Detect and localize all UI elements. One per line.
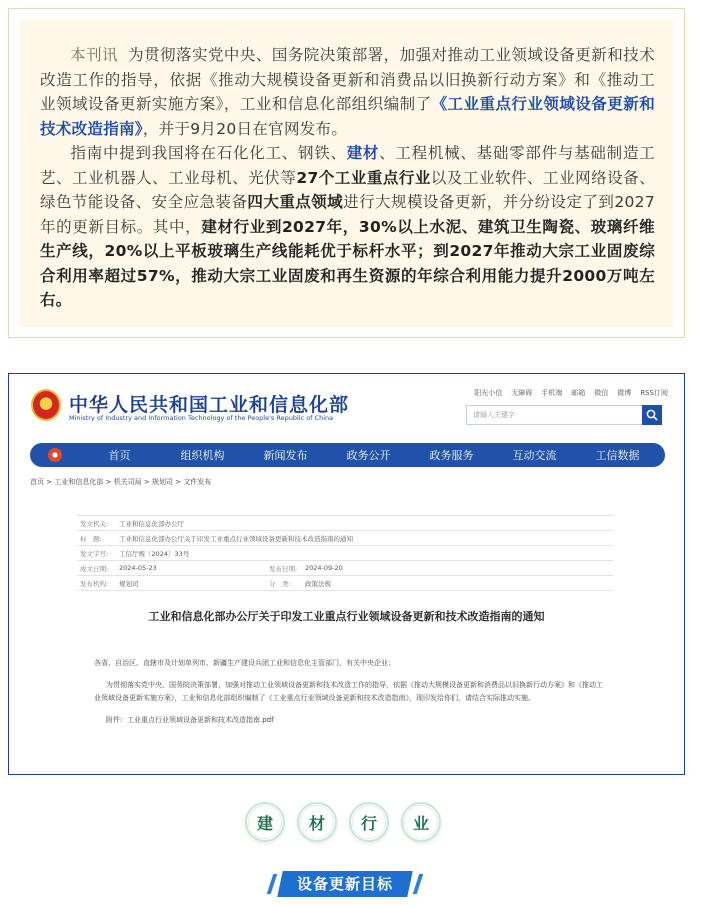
badge-label: 材 [300,805,334,839]
meta-row-dates [77,561,613,576]
search-button[interactable] [642,405,662,425]
p2-text-d: 进行大规模设备更新，并分纷设定了到2027年的更新目标。其中， [40,193,656,236]
attachment-link[interactable]: 附件：工业重点行业领域设备更新和技术改造指南.pdf [106,716,274,724]
util-link[interactable]: 微博 [617,389,632,397]
article-body [20,19,673,327]
search-icon [646,409,658,421]
util-link[interactable]: 手机端 [541,389,563,397]
notice-body [94,657,606,736]
p2-text-a: 指南中提到我国将在石化化工、钢铁、 [70,144,347,162]
nav-public-affairs[interactable]: 政务公开 [346,449,391,462]
util-link[interactable]: 微信 [594,389,609,397]
ministry-screenshot [8,373,685,775]
meta-value: 工信厅规〔2024〕33号 [119,549,190,558]
nav-news[interactable]: 新闻发布 [263,449,308,462]
p2-bold-fields: 四大重点领域 [247,193,344,211]
meta-key: 发文机关: [80,519,109,528]
article-paragraph-1 [40,43,655,141]
nav-data[interactable]: 工信数据 [595,449,640,462]
meta-key: 发布日期: [269,564,298,573]
badge-char [401,802,441,842]
meta-key: 发布机构: [80,579,109,588]
badge-char [349,802,389,842]
p1-text-b: ，并于9月20日在官网发布。 [142,119,348,138]
meta-value: 2024-09-20 [305,564,343,572]
badge-label: 建 [248,805,282,839]
nav-organization[interactable]: 组织机构 [180,449,225,462]
nav-services[interactable]: 政务服务 [429,449,474,462]
badge-char [245,802,285,842]
meta-key: 标 题: [80,534,102,543]
site-title[interactable]: 中华人民共和国工业和信息化部 [69,394,350,416]
article-lead: 本刊讯 [70,46,119,64]
notice-paragraph [94,679,606,705]
notice-attachment-line [94,714,606,727]
util-link[interactable]: RSS订阅 [640,389,668,397]
util-link[interactable]: 邮箱 [571,389,586,397]
decor-slash [413,874,423,894]
p2-bold-targets: 建材行业到2027年，30%以上水泥、建筑卫生陶瓷、玻璃纤维生产线，20%以上平板玻璃生产线能耗优于标杆水平；到2027年推动大宗工业固废综合利用率超过57%，推动大宗工业固废和再生资源的年综合利用能力提升2000万吨左右。 [40,217,655,309]
meta-value: 工业和信息化部办公厅关于印发工业重点行业领域设备更新和技术改造指南的通知 [119,534,353,543]
meta-key: 分 类: [269,579,291,588]
national-emblem-icon [31,389,61,421]
notice-text: 为贯彻落实党中央、国务院决策部署，加强对推动工业领域设备更新和技术改造工作的指导，依据《推动大规模设备更新和消费品以旧换新行动方案》和《推动工业领域设备更新实施方案》，工业和信息化部组织编制了《工业重点行业领域设备更新和技术改造指南》，现印发给你们，请结合实际推动实施。 [94,681,603,702]
meta-row-org [77,576,613,591]
badge-label: 业 [404,805,438,839]
util-link[interactable]: 阳光小信 [474,389,503,397]
meta-key: 发文字号: [80,549,109,558]
site-header [9,374,684,436]
p2-bold-27: 27个工业重点行业 [296,168,431,187]
search-input[interactable]: 请输入关键字 [466,405,662,425]
util-link[interactable]: 无障碍 [511,389,533,397]
utility-links [474,388,668,398]
meta-value: 工业和信息化部办公厅 [119,519,184,528]
breadcrumb[interactable]: 首页 > 工业和信息化部 > 机关司局 > 规划司 > 文件发布 [30,478,212,486]
p1-text-a: 为贯彻落实党中央、国务院决策部署，加强对推动工业领域设备更新和技术改造工作的指导，依据《推动大规模设备更新和消费品以旧换新行动方案》和《推动工业领域设备更新实施方案》，工业和信息化部组织编制了 [40,46,655,113]
meta-row-issuer [77,516,613,531]
meta-row-docno [77,546,613,561]
meta-value: 2024-05-23 [119,564,157,572]
meta-value: 规划司 [119,579,139,588]
badge-label: 行 [352,805,386,839]
article-paragraph-2 [40,141,655,313]
meta-value: 政策法规 [305,579,331,588]
notice-greeting: 各省、自治区、直辖市及计划单列市、新疆生产建设兵团工业和信息化主管部门，有关中央企业： [94,659,395,667]
badge-char [297,802,337,842]
guide-link[interactable]: 《工业重点行业领域设备更新和技术改造指南》 [40,95,655,138]
notice-title: 工业和信息化部办公厅关于印发工业重点行业领域设备更新和技术改造指南的通知 [148,610,545,623]
site-subtitle: Ministry of Industry and Information Technology of the People's Republic of China [69,414,334,422]
nav-interaction[interactable]: 互动交流 [512,449,557,462]
article-card [8,8,685,338]
site-logo-icon [48,448,62,462]
nav-home[interactable]: 首页 [108,449,131,462]
industry-badges [245,802,441,842]
section-label: 设备更新目标 [296,875,393,893]
p2-text-b: 、工程机械、基础零部件与基础制造工艺、工业机器人、工业母机、光伏等 [40,144,655,187]
jiancai-highlight: 建材 [346,144,380,162]
decor-slash [267,874,277,894]
main-nav [30,443,665,467]
meta-key: 成文日期: [80,564,109,573]
p2-text-c: 以及工业软件、工业网络设备、绿色节能设备、安全应急装备 [40,168,655,211]
document-meta-table [77,515,613,591]
meta-row-title [77,531,613,546]
